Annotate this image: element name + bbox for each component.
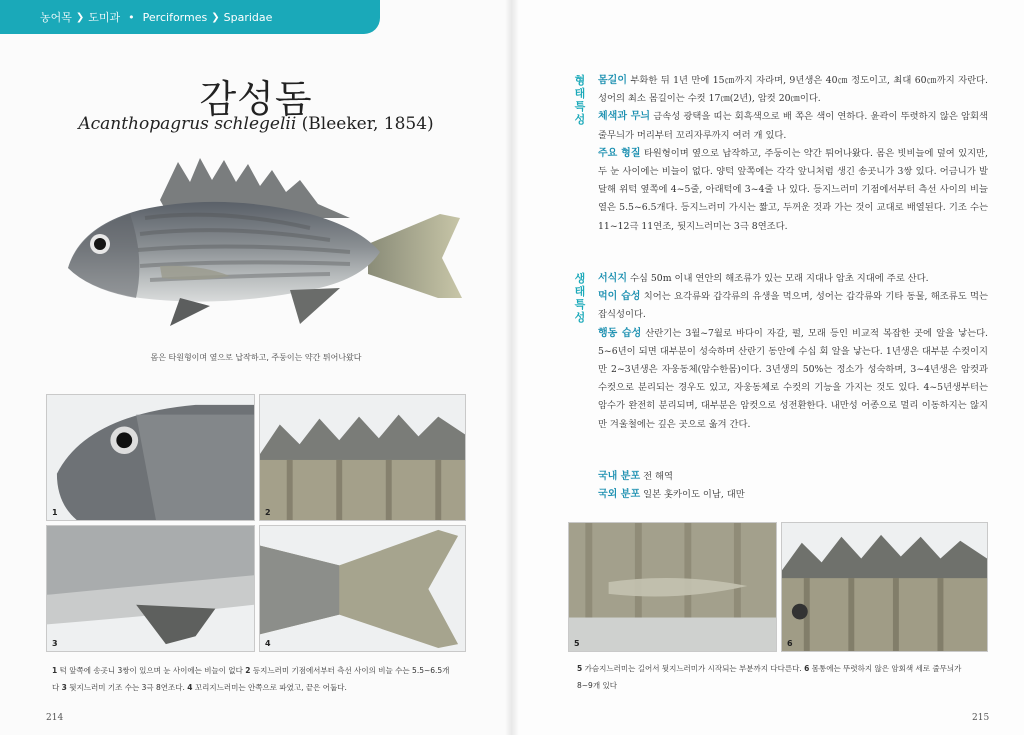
main-fish-photo [50,148,470,338]
page-number-left: 214 [46,713,64,723]
keyword-body-length: 몸길이 [598,75,627,86]
right-photos-caption [577,660,977,694]
ecology-section-label [573,272,587,324]
chevron-right-icon: ❯ [211,11,220,23]
keyword-behavior: 행동 습성 [598,327,642,339]
photo-number: 4 [265,639,271,648]
detail-photo-tail [259,525,466,652]
family-en-label: Sparidae [223,10,273,24]
category-tab [0,0,380,34]
species-korean-name: 감성돔 [199,77,313,121]
color-text: 금속성 광택을 띠는 회흑색으로 배 쪽은 색이 연하다. 윤곽이 뚜렷하지 않은 암회색 줄무늬가 머리부터 꼬리자루까지 여러 개 있다. [598,111,988,141]
bullet-icon: • [128,10,135,24]
behavior-text: 산란기는 3월~7월로 바다이 자갈, 펄, 모래 등인 비교적 복잡한 곳에 알을 낳는다. 5~6년이 되면 대부분이 성숙하며 산란기 동안에 수십 회 알을 낳는다. 1년생은 대부분 수컷이지만 2~3년생은 자웅동체(암수한몸)이다. 3년생의 50%는 정소가 성숙하며, 3~4년생은 암컷과 수컷으로 분리되는 경우도 있고, 자웅동체로 수컷의 기능을 가지는 것도 있다. 4~5년생부터는 암수가 완전히 분리되며, 대부분은 암컷으로 성전환한다. 내만성 어종으로 멀리 이동하지는 않지만 겨울철에는 깊은 곳으로 옮겨 간다. [598,327,989,430]
order-en-label: Perciformes [142,10,208,24]
page-number-right: 215 [972,713,990,723]
family-label: 도미과 [88,11,121,24]
order-label: 농어목 [40,11,72,24]
detail-photo-body-stripes [781,522,988,652]
caption-number: 4 [187,683,193,692]
photo-number: 3 [52,639,58,648]
foreign-text: 일본 홋카이도 이남, 대만 [643,489,745,501]
photo-number: 6 [787,639,793,648]
diet-text: 치어는 요각류와 갑각류의 유생을 먹으며, 성어는 갑각류와 기타 동물, 해조류도 먹는 잡식성이다. [598,291,988,321]
keyword-color: 체색과 무늬 [598,111,651,123]
caption-text: 몸통에는 뚜렷하지 않은 암회색 세로 줄무늬가 [811,664,962,673]
keyword-habitat: 서식지 [598,273,627,284]
caption-text: 가슴지느러미는 길어서 뒷지느러미가 시작되는 부분까지 다다른다. [584,664,802,673]
photo-number: 5 [574,639,580,648]
detail-photo-anal-fin [46,525,255,652]
caption-number: 5 [577,664,583,673]
section-label-text: 생태특성 [574,272,586,324]
body-length-text: 부화한 뒤 1년 만에 15㎝까지 자라며, 9년생은 40㎝ 정도이고, 최대 60㎝까지 자란다. 성어의 최소 몸길이는 수컷 17㎝(2년), 암컷 20㎝이다. [598,75,988,105]
caption-number: 1 [52,666,58,675]
caption-text: 다 [52,683,60,692]
morphology-section-label [573,74,587,126]
caption-number: 3 [61,683,67,692]
keyword-domestic: 국내 분포 [598,471,641,482]
caption-number: 2 [245,666,251,675]
habitat-text: 수심 50m 이내 연안의 해조류가 있는 모래 지대나 암초 지대에 주로 산다. [629,273,929,284]
photo-number: 1 [52,508,58,517]
features-text: 타원형이며 옆으로 납작하고, 주둥이는 약간 튀어나왔다. 몸은 빗비늘에 덮여 있지만, 두 눈 사이에는 비늘이 없다. 양턱 앞쪽에는 각각 앞니처럼 생긴 송곳니가 3쌍 있다. 어금니가 발달해 위턱 옆쪽에 4~5줄, 아래턱에 3~4줄 나 있다. 등지느러미 기점에서부터 측선 사이의 비늘열은 5.5~6.5개다. 등지느러미 가시는 짧고, 두꺼운 것과 가는 것이 교대로 배열된다. 기조 수는 11~12극 11연조, 뒷지느러미는 3극 8연조다. [598,147,988,232]
caption-text: 꼬리지느러미는 안쪽으로 파였고, 끝은 어둡다. [194,683,347,692]
detail-photo-dorsal [259,394,466,521]
species-scientific-name [0,114,512,134]
domestic-text: 전 해역 [643,471,673,482]
chevron-right-icon: ❯ [75,11,85,23]
detail-photo-head [46,394,255,521]
section-label-text: 형태특성 [574,74,586,126]
detail-photos-caption [52,662,472,696]
keyword-foreign: 국외 분포 [598,489,641,501]
main-photo-caption: 몸은 타원형이며 옆으로 납작하고, 주둥이는 약간 튀어나왔다 [150,353,362,362]
morphology-text [598,72,988,236]
keyword-features: 주요 형질 [598,147,641,159]
keyword-diet: 먹이 습성 [598,291,641,303]
genus-species: Acanthopagrus schlegelii [78,114,297,134]
caption-text: 등지느러미 기점에서부터 측선 사이의 비늘 수는 5.5~6.5개 [252,666,450,675]
ecology-text [598,270,988,434]
caption-text: 뒷지느러미 기조 수는 3극 8연조다. [69,683,185,692]
species-author: (Bleeker, 1854) [301,114,434,134]
distribution-text [598,468,988,504]
detail-photo-pectoral [568,522,777,652]
photo-number: 2 [265,508,271,517]
caption-number: 6 [804,664,810,673]
caption-text: 턱 앞쪽에 송곳니 3쌍이 있으며 눈 사이에는 비늘이 없다 [59,666,243,675]
caption-text: 8~9개 있다 [577,681,617,690]
